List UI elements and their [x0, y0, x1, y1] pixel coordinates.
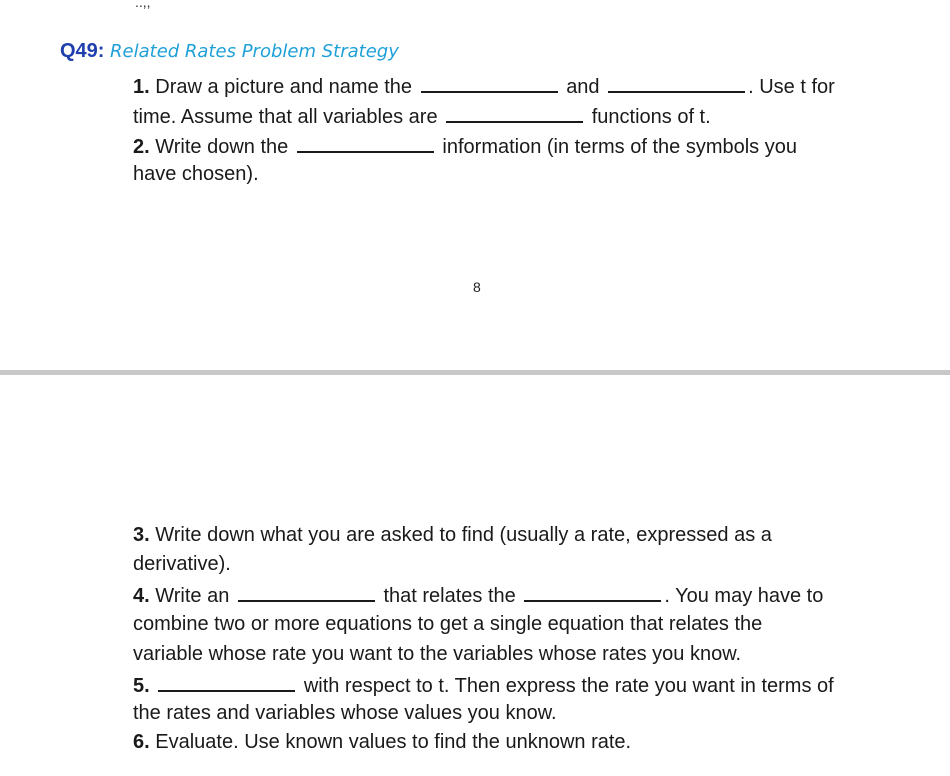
question-title: Related Rates Problem Strategy [110, 41, 399, 62]
step-number: 4. [133, 585, 150, 607]
crop-mark: ..,, [135, 0, 151, 10]
page-lower [0, 375, 950, 776]
step-text: . Use t for [748, 76, 835, 98]
step-text: derivative). [133, 553, 231, 575]
step-text: with respect to t. Then express the rate you want in terms of [303, 675, 834, 697]
step-number: 5. [133, 675, 150, 697]
step-text: Write down what you are asked to find (usually a rate, expressed as a [155, 524, 772, 546]
answer-blank[interactable] [421, 73, 558, 93]
step-5-line-2 [133, 701, 557, 725]
page-upper [0, 0, 950, 370]
step-text: . You may have to [664, 585, 824, 607]
question-number: Q49: [60, 40, 105, 62]
step-4-line-3 [133, 642, 741, 666]
step-1-line-2 [133, 103, 711, 129]
step-number: 3. [133, 524, 150, 546]
step-text: variable whose rate you want to the variables whose rates you know. [133, 643, 742, 665]
step-text: combine two or more equations to get a single equation that relates the [133, 613, 763, 635]
page-number: 8 [473, 279, 481, 295]
step-text: Write down the [155, 136, 289, 158]
step-text: Write an [155, 585, 230, 607]
step-text: Draw a picture and name the [155, 76, 413, 98]
step-text: have chosen). [133, 163, 259, 185]
answer-blank[interactable] [608, 73, 745, 93]
answer-blank[interactable] [524, 582, 661, 602]
step-6-line-1 [133, 730, 631, 754]
step-1-line-1 [133, 73, 835, 99]
answer-blank[interactable] [297, 133, 434, 153]
step-text: information (in terms of the symbols you [442, 136, 797, 158]
step-3-line-2 [133, 552, 231, 576]
step-text: and [566, 76, 600, 98]
step-5-line-1 [133, 672, 834, 698]
answer-blank[interactable] [238, 582, 375, 602]
answer-blank[interactable] [158, 672, 295, 692]
step-2-line-1 [133, 133, 797, 159]
step-4-line-1 [133, 582, 823, 608]
step-text: functions of t. [591, 106, 711, 128]
step-number: 1. [133, 76, 150, 98]
step-3-line-1 [133, 523, 772, 547]
step-number: 6. [133, 731, 150, 753]
step-2-line-2 [133, 162, 259, 186]
step-4-line-2 [133, 612, 762, 636]
step-text: time. Assume that all variables are [133, 106, 438, 128]
answer-blank[interactable] [446, 103, 583, 123]
step-text: Evaluate. Use known values to find the unknown rate. [155, 731, 632, 753]
step-text: the rates and variables whose values you know. [133, 702, 557, 724]
step-text: that relates the [383, 585, 516, 607]
question-heading [60, 40, 399, 63]
step-number: 2. [133, 136, 150, 158]
